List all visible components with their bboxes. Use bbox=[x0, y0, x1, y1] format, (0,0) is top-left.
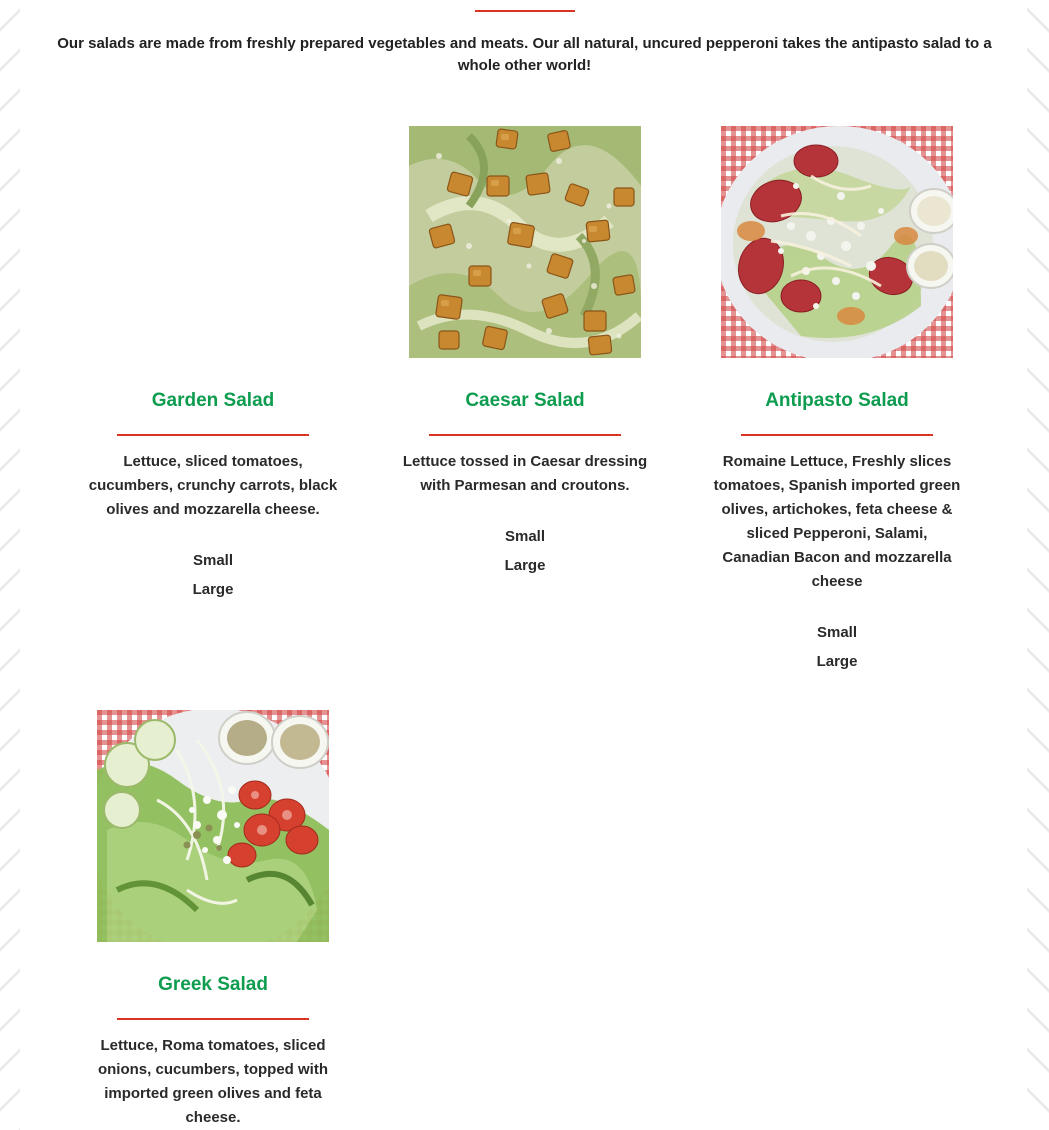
title-underline bbox=[117, 1018, 309, 1020]
salad-title: Caesar Salad bbox=[465, 390, 585, 411]
size-large: Large bbox=[816, 653, 858, 670]
title-underline bbox=[429, 434, 621, 436]
title-underline bbox=[117, 434, 309, 436]
size-list bbox=[369, 522, 681, 580]
salad-card-caesar bbox=[369, 126, 681, 580]
salad-description: Romaine Lettuce, Freshly slices tomatoes, Spanish imported green olives, artichokes, feta cheese & sliced Pepperoni, Salami, Canadian Bacon and mozzarella cheese bbox=[713, 453, 961, 590]
salad-title: Garden Salad bbox=[151, 390, 275, 411]
greek-salad-photo[interactable] bbox=[97, 710, 329, 942]
size-large: Large bbox=[504, 557, 546, 574]
antipasto-salad-photo[interactable] bbox=[721, 126, 953, 358]
salad-card-greek bbox=[57, 710, 369, 1130]
size-small: Small bbox=[816, 624, 858, 641]
size-list bbox=[681, 618, 993, 676]
size-small: Small bbox=[192, 552, 234, 569]
salad-description: Lettuce tossed in Caesar dressing with Parmesan and croutons. bbox=[402, 453, 648, 494]
background-pattern bbox=[1027, 0, 1049, 1121]
size-large: Large bbox=[192, 581, 234, 598]
title-underline bbox=[741, 434, 933, 436]
salad-description: Lettuce, Roma tomatoes, sliced onions, cucumbers, topped with imported green olives and feta cheese. bbox=[97, 1037, 328, 1126]
salad-description: Lettuce, sliced tomatoes, cucumbers, crunchy carrots, black olives and mozzarella cheese. bbox=[88, 453, 338, 518]
salad-title: Antipasto Salad bbox=[765, 390, 909, 411]
salad-photo-placeholder bbox=[97, 126, 329, 358]
caesar-salad-photo[interactable] bbox=[409, 126, 641, 358]
salad-title: Greek Salad bbox=[158, 974, 268, 995]
salad-card-antipasto bbox=[681, 126, 993, 676]
size-list bbox=[57, 546, 369, 604]
salad-card-garden bbox=[57, 126, 369, 604]
section-divider bbox=[475, 10, 575, 12]
section-intro: Our salads are made from freshly prepared vegetables and meats. Our all natural, uncured pepperoni takes the antipasto salad to a whole other world! bbox=[57, 35, 992, 74]
size-small: Small bbox=[504, 528, 546, 545]
